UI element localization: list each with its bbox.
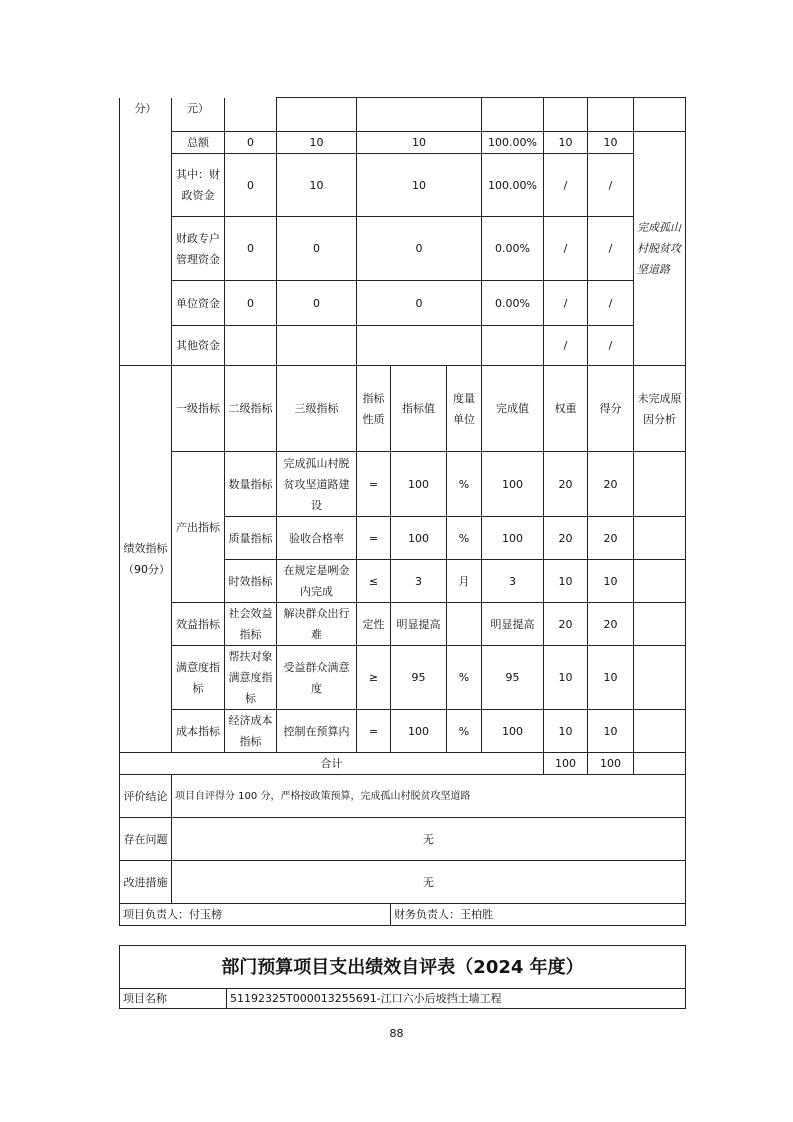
finance-manager: 财务负责人：王柏胜 [391, 904, 686, 926]
perf-row: 成本指标 经济成本指标 控制在预算内 = 100 % 100 10 10 [120, 710, 686, 753]
perf-row: 时效指标 在规定是咧金内完成 ≤ 3 月 3 10 10 [120, 560, 686, 603]
perf-section-label: 绩效指标（90分） [120, 366, 172, 753]
project-manager: 项目负责人：付玉榜 [120, 904, 391, 926]
next-table: 部门预算项目支出绩效自评表（2024 年度） 项目名称 51192325T000013255691-江口六小后坡挡土墙工程 [119, 945, 686, 1009]
perf-row: 效益指标 社会效益指标 解决群众出行难 定性 明显提高 明显提高 20 20 [120, 603, 686, 646]
page-number: 88 [389, 1027, 404, 1040]
perf-header-row: 绩效指标（90分） 一级指标 二级指标 三级指标 指标性质 指标值 度量单位 完成值 权重 得分 未完成原因分析 [120, 366, 686, 452]
project-name: 51192325T000013255691-江口六小后坡挡土墙工程 [227, 989, 686, 1009]
conclusion-row: 评价结论 项目自评得分 100 分，严格按政策预算，完成孤山村脱贫攻坚道路 [120, 775, 686, 818]
fund-row: 单位资金 0 0 0 0.00% / / [120, 281, 686, 326]
fund-label-cont: 元） [172, 98, 225, 132]
perf-row: 质量指标 验收合格率 = 100 % 100 20 20 [120, 517, 686, 560]
fund-row: 其中：财政资金 0 10 10 100.00% / / [120, 154, 686, 217]
evaluation-table [119, 97, 686, 926]
next-table-title: 部门预算项目支出绩效自评表（2024 年度） [120, 946, 686, 989]
funds-note: 完成孤山村脱贫攻坚道路 [634, 132, 686, 366]
signature-row [120, 904, 686, 926]
perf-row: 满意度指标 帮扶对象满意度指标 受益群众满意度 ≥ 95 % 95 10 10 [120, 646, 686, 710]
problems-row: 存在问题 无 [120, 818, 686, 861]
total-row: 合计 100 100 [120, 753, 686, 775]
fund-row: 总额 0 10 10 100.00% 10 10 完成孤山村脱贫攻坚道路 [120, 132, 686, 154]
improve-row: 改进措施 无 [120, 861, 686, 904]
section-label-cont: 分） [120, 98, 172, 366]
perf-row: 产出指标 数量指标 完成孤山村脱贫攻坚道路建设 = 100 % 100 20 20 [120, 452, 686, 517]
fund-row: 财政专户管理资金 0 0 0 0.00% / / [120, 217, 686, 281]
fund-row: 其他资金 / / [120, 326, 686, 366]
